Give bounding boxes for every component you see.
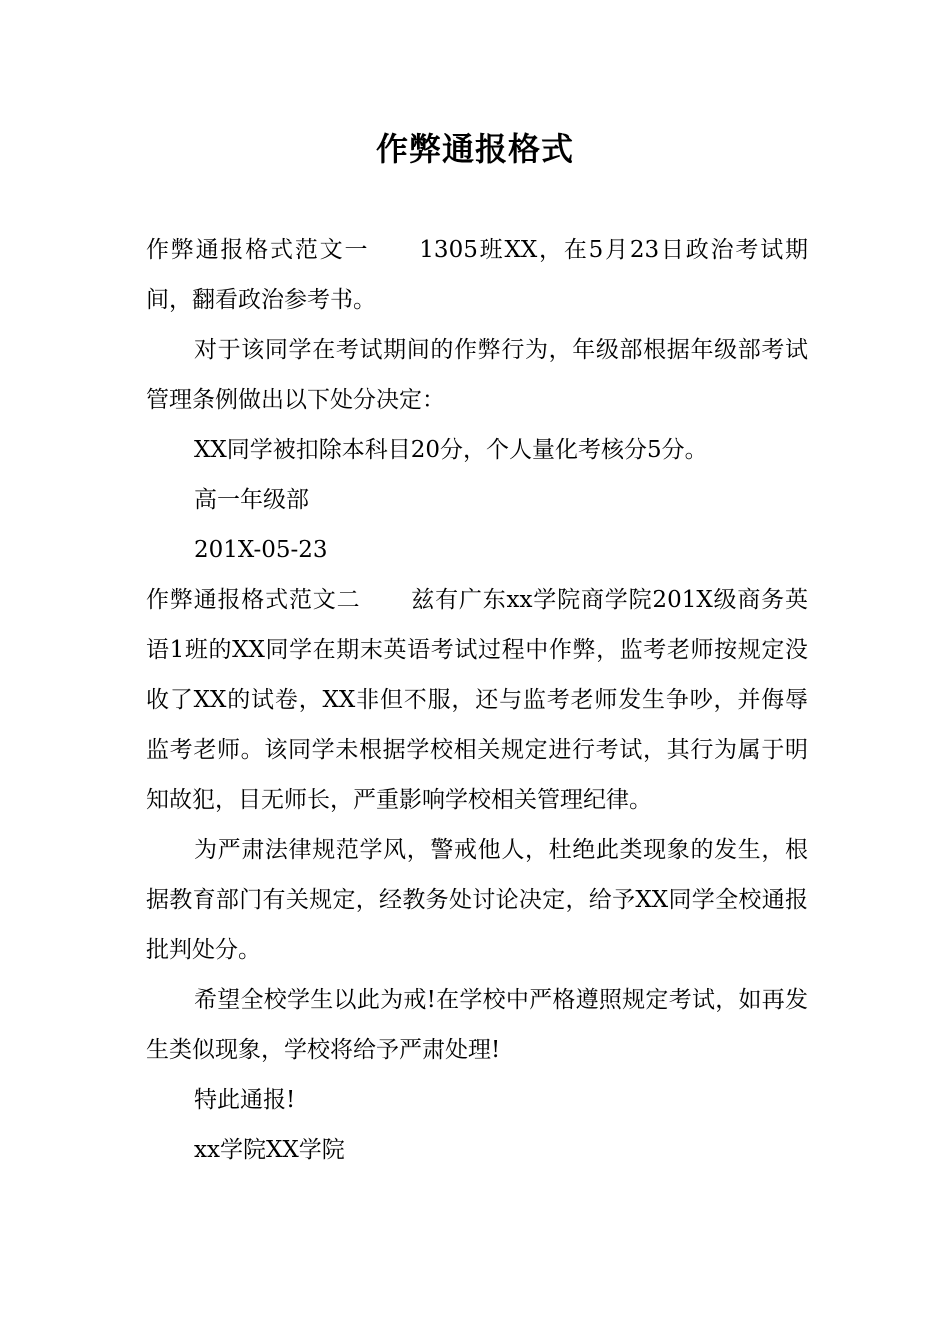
paragraph-warning: 希望全校学生以此为戒!在学校中严格遵照规定考试，如再发生类似现象，学校将给予严肃处理!: [146, 987, 808, 1063]
paragraph-decision-intro: 对于该同学在考试期间的作弊行为，年级部根据年级部考试管理条例做出以下处分决定：: [146, 337, 808, 413]
sample-one-heading: 作弊通报格式范文一: [146, 237, 370, 263]
sample-one-text: 1305班XX，在5月23日政治考试期间，翻看政治参考书。: [146, 237, 809, 313]
paragraph-issuer: 高一年级部: [194, 487, 309, 513]
document-body: [146, 225, 808, 1175]
paragraph-date: 201X-05-23: [194, 537, 328, 563]
sample-two-text: 兹有广东xx学院商学院201X级商务英语1班的XX同学在期末英语考试过程中作弊，监考老师按规定没收了XX的试卷，XX非但不服，还与监考老师发生争吵，并侮辱监考老师。该同学未根据学校相关规定进行考试，其行为属于明知故犯，目无师长，严重影响学校相关管理纪律。: [146, 587, 809, 813]
sample-two-heading: 作弊通报格式范文二: [146, 587, 361, 613]
paragraph-penalty: XX同学被扣除本科目20分，个人量化考核分5分。: [194, 437, 708, 463]
paragraph-decision: 为严肃法律规范学风，警戒他人，杜绝此类现象的发生，根据教育部门有关规定，经教务处讨论决定，给予XX同学全校通报批判处分。: [146, 837, 808, 963]
paragraph-notice-closing: 特此通报!: [194, 1087, 296, 1113]
paragraph-signature: xx学院XX学院: [194, 1137, 345, 1163]
paragraph-sample-two: [146, 575, 808, 825]
paragraph-sample-one: [146, 225, 808, 325]
document-title: 作弊通报格式: [375, 130, 574, 168]
